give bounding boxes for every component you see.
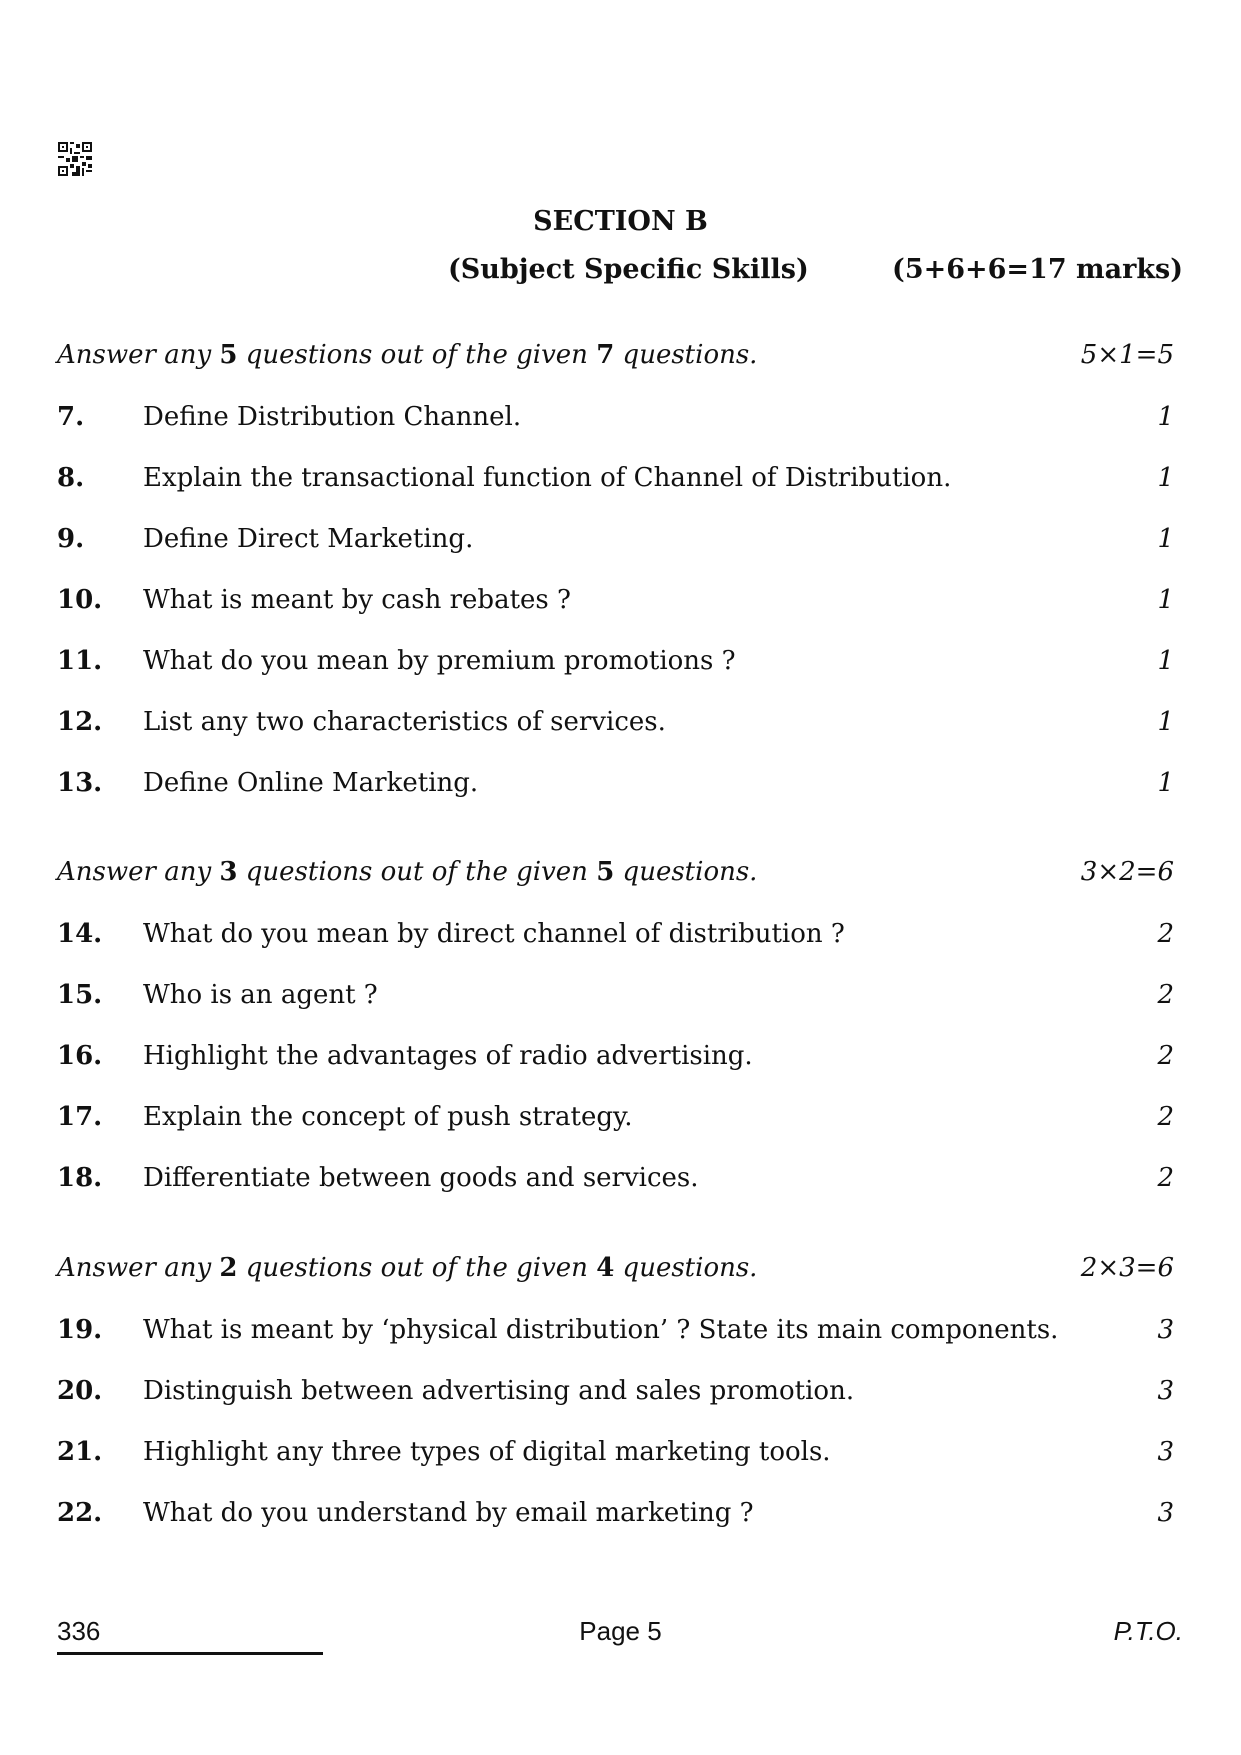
question-mark: 2 [1157, 919, 1174, 949]
question-number: 14. [57, 919, 103, 949]
question-mark: 2 [1157, 1041, 1174, 1071]
question-number: 13. [57, 768, 103, 798]
question-item [57, 919, 1174, 953]
section-marks: (5+6+6=17 marks) [892, 254, 1183, 285]
question-item [57, 585, 1174, 619]
question-number: 8. [57, 463, 85, 493]
question-item [57, 1437, 1174, 1471]
question-item [57, 1315, 1174, 1349]
question-text: Who is an agent ? [143, 980, 378, 1010]
question-number: 21. [57, 1437, 103, 1467]
question-text: Define Direct Marketing. [143, 524, 474, 554]
question-mark: 3 [1157, 1315, 1174, 1345]
question-number: 17. [57, 1102, 103, 1132]
question-mark: 1 [1157, 463, 1174, 493]
question-number: 18. [57, 1163, 103, 1193]
question-text: What is meant by cash rebates ? [143, 585, 571, 615]
question-number: 7. [57, 402, 85, 432]
footer-underline [57, 1652, 323, 1655]
qr-code-icon [58, 142, 92, 176]
question-mark: 2 [1157, 1163, 1174, 1193]
section-subtitle: (Subject Specific Skills) [448, 254, 809, 285]
footer-page-number: Page 5 [579, 1616, 662, 1646]
footer-pto: P.T.O. [1113, 1616, 1183, 1646]
question-item [57, 707, 1174, 741]
question-number: 11. [57, 646, 103, 676]
question-text: Define Online Marketing. [143, 768, 479, 798]
question-mark: 3 [1157, 1498, 1174, 1528]
question-number: 9. [57, 524, 85, 554]
question-number: 20. [57, 1376, 103, 1406]
question-item [57, 768, 1174, 802]
question-text: List any two characteristics of services. [143, 707, 666, 737]
question-text: Differentiate between goods and services. [143, 1163, 699, 1193]
question-mark: 3 [1157, 1437, 1174, 1467]
group-marks: 3×2=6 [1080, 857, 1174, 887]
question-mark: 1 [1157, 646, 1174, 676]
question-text: Explain the transactional function of Channel of Distribution. [143, 463, 952, 493]
question-item [57, 1376, 1174, 1410]
question-text: What do you mean by direct channel of distribution ? [143, 919, 845, 949]
question-number: 19. [57, 1315, 103, 1345]
question-number: 10. [57, 585, 103, 615]
question-item [57, 524, 1174, 558]
footer-code: 336 [57, 1616, 101, 1646]
question-mark: 1 [1157, 707, 1174, 737]
question-item [57, 1102, 1174, 1136]
question-item [57, 646, 1174, 680]
question-item [57, 1041, 1174, 1075]
question-mark: 1 [1157, 585, 1174, 615]
question-item [57, 1498, 1174, 1532]
question-text: What do you mean by premium promotions ? [143, 646, 736, 676]
question-text: Highlight any three types of digital marketing tools. [143, 1437, 831, 1467]
question-text: Highlight the advantages of radio advertising. [143, 1041, 753, 1071]
question-item [57, 463, 1174, 497]
question-mark: 1 [1157, 524, 1174, 554]
question-mark: 2 [1157, 980, 1174, 1010]
question-text: Explain the concept of push strategy. [143, 1102, 633, 1132]
section-title: SECTION B [533, 206, 708, 237]
question-item [57, 1163, 1174, 1197]
question-mark: 2 [1157, 1102, 1174, 1132]
question-number: 22. [57, 1498, 103, 1528]
question-item [57, 980, 1174, 1014]
question-text: What do you understand by email marketing ? [143, 1498, 754, 1528]
group-marks: 5×1=5 [1080, 340, 1174, 370]
question-text: Distinguish between advertising and sales promotion. [143, 1376, 855, 1406]
question-text: What is meant by ‘physical distribution’ ? State its main components. [143, 1315, 1059, 1345]
question-number: 12. [57, 707, 103, 737]
question-item [57, 402, 1174, 436]
question-mark: 1 [1157, 402, 1174, 432]
question-mark: 1 [1157, 768, 1174, 798]
question-number: 15. [57, 980, 103, 1010]
group-marks: 2×3=6 [1080, 1253, 1174, 1283]
question-text: Define Distribution Channel. [143, 402, 522, 432]
question-number: 16. [57, 1041, 103, 1071]
question-mark: 3 [1157, 1376, 1174, 1406]
